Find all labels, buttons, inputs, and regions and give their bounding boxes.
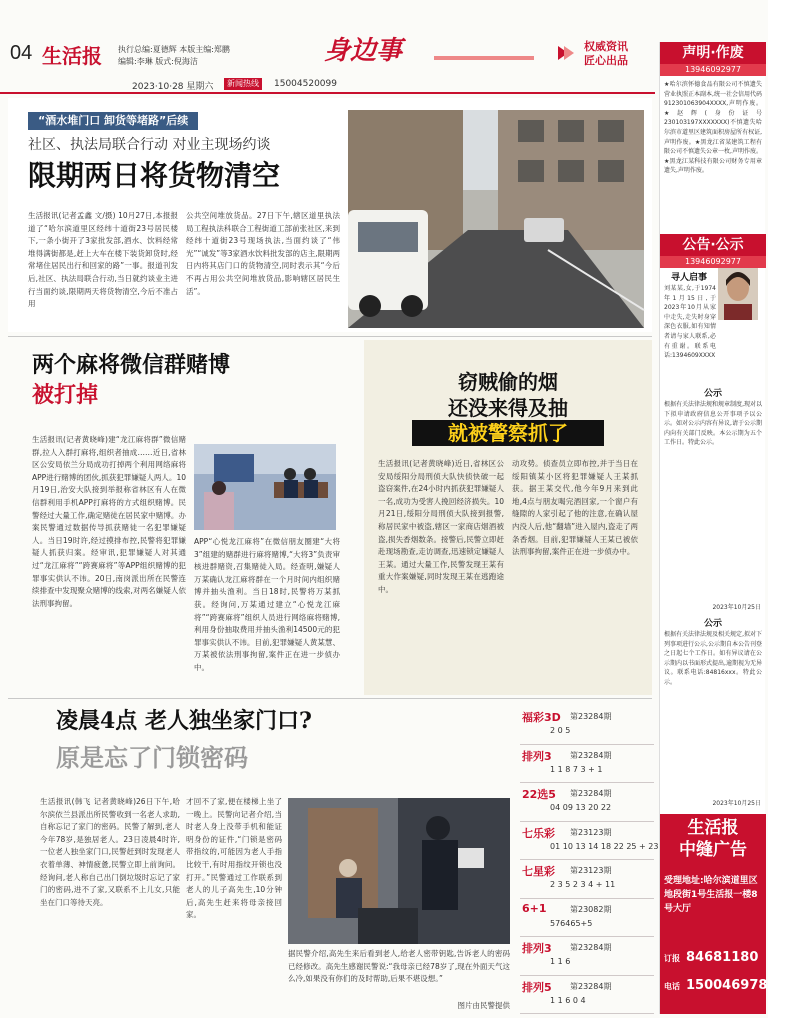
- lottery-period: 第23284期: [570, 750, 612, 760]
- lottery-row: [520, 899, 654, 938]
- article-body-col-2: 公共空间堆放货品。27日下午,辖区道里执法局工程执法科联合工程街道工部前张社区,来到经纬十道街23号现场执法,当面约谈了“伟光”“诚发”等3家酒水饮料批发部的店主,限期两日内将其店门口的货物清空,同时表示其“今后不再占用公共空间堆放货品,影响辖区居民生活”。: [186, 211, 340, 296]
- lottery-name: 6+1: [522, 901, 547, 915]
- ad-phone-1: [664, 950, 758, 965]
- lottery-period: 第23123期: [570, 866, 612, 875]
- ad-phone-number: 84681180: [686, 950, 759, 965]
- public-notice-title: 公示: [703, 389, 722, 399]
- article-elderly-lockout: [8, 702, 518, 1014]
- classified-ad-banner: [660, 814, 786, 1014]
- article-title-highlight: 就被警察抓了: [412, 420, 604, 446]
- lottery-numbers: 1 1 6: [550, 957, 571, 966]
- header-rule: [0, 92, 655, 94]
- article-body-col-1: 生活报讯(记者黄晓峰)建“龙江麻将群”微信赌群,拉人入群打麻将,组织者抽成……近日,省林区公安局依兰分局成功打掉两个利用网络麻将APP进行赌博的团伙,抓获犯罪嫌疑人两人。10月19日,治安大队接到举报称省林区有人在微信群利用手机APP打麻将的方式组织赌博。民警经过大量工作,确定赌徒在居民家中赌博。办案民警通过数据传导抓获赌徒一名犯罪嫌疑人。当日19时许,经过摸排布控,民警将犯罪嫌疑人抓获归案。经审讯,犯罪嫌疑人对其通过“龙江麻将”“跨赛麻将”等APP组织赌博的犯罪事实供认不讳。20日,南岗派出所在民警连续排查中发现聚众赌博的线索,对两名嫌疑人依法刑事拘留。: [32, 435, 186, 608]
- slogan-line-2: 匠心出品: [584, 54, 628, 67]
- lottery-numbers: 1 1 6 0 4: [550, 995, 586, 1005]
- article-title: 凌晨4点 老人独坐家门口?: [56, 708, 312, 734]
- lottery-row: [520, 937, 654, 976]
- article-mahjong-gambling: [8, 340, 364, 695]
- lottery-numbers: 2 3 5 2 3 4 + 11: [550, 880, 616, 889]
- classifieds-rail: [659, 42, 786, 1014]
- slogan: [584, 40, 628, 68]
- lottery-numbers: 1 1 8 7 3 + 1: [550, 764, 603, 774]
- newspaper-name: 生活报: [42, 44, 102, 68]
- article-body-col-2: APP“心悦龙江麻将”在微信朋友圈建“大将3”组建的赌群进行麻将赌博,“大将3”负责审核进群赌资,召集赌徒入局。经查明,嫌疑人万某确认龙江麻将群在一个月时间内组织赌博并抽头渔利。当日18时,民警将万某抓获。经询问,万某通过建立“心悦龙江麻将”“跨赛麻将”组织人员进行网络麻将赌博,利用身份抽取费用并抽头渔利14500元的犯罪事实供认不讳。目前,犯罪嫌疑人黄某慧、万某被依法刑事拘留,案件正在进一步侦办中。: [194, 537, 340, 672]
- article-title-highlight: 原是忘了门锁密码: [56, 744, 248, 772]
- lottery-numbers: 01 10 13 14 18 22 25 + 23: [550, 841, 659, 851]
- article-kicker: “酒水堆门口 卸货等堵路”后续: [28, 112, 198, 130]
- lottery-row: [520, 976, 654, 1015]
- section-divider: [8, 336, 652, 337]
- rail-phone: 13946092977: [660, 256, 766, 268]
- lottery-period: 第23284期: [570, 712, 612, 721]
- ad-phone-2: [664, 978, 786, 993]
- street-photo: [348, 110, 644, 328]
- rail-section-title: 声明·作废: [660, 42, 766, 64]
- article-subtitle: 社区、执法局联合行动 对业主现场约谈: [28, 137, 271, 153]
- lottery-period: 第23123期: [570, 827, 612, 837]
- ad-title-line-2: 中缝广告: [679, 840, 747, 860]
- lottery-period: 第23082期: [570, 904, 612, 914]
- photo-credit: 图片由民警提供: [457, 1001, 510, 1010]
- lottery-row: [520, 822, 659, 861]
- section-divider: [8, 698, 652, 699]
- public-notice-text: 根据有关法律法规和规章制度,现对以下拟申请政府信息公开事项予以公示。如对公示内容有异议,请于公示期内向有关部门反映。本公示期为五个工作日。特此公示。: [664, 401, 762, 447]
- hotline-number: 15004520099: [274, 79, 337, 89]
- article-body-col-3: 据民警介绍,高先生来后看到老人,给老人密带钥匙,告诉老人的密码已经修改。高先生感谢民警说:“我母亲已经78岁了,现在外面天气这么冷,如果没有你们的及时帮助,后果不堪设想。”: [288, 949, 510, 984]
- lottery-name: 22选5: [522, 788, 556, 801]
- lottery-name: 福彩3D: [522, 711, 561, 724]
- lottery-name: 七星彩: [522, 865, 555, 878]
- article-body-col-2: 才回不了家,便在楼梯上坐了一晚上。民警向记者介绍,当时老人身上没带手机和能证明身份的证件,“门锁是密码带指纹的,可能因为老人手指比较干,有时用指纹开锁也没打开。”民警通过工作联系到老人的儿子高先生,10分钟后,高先生赶来将母亲接回家。: [186, 797, 282, 920]
- article-body-col-2: 动攻势。侦查员立即布控,并于当日在绥阳镇某小区将犯罪嫌疑人王某抓获。据王某交代,他今年9月来到此地,4点与朋友喝完酒回家,一个窗户有缝隙的人家引起了他的注意,在确认屋内没人后,他“翻墙”进入屋内,盗走了两条香烟。目前,犯罪嫌疑人王某已被依法刑事拘留,案件正在进一步侦办中。: [512, 459, 638, 557]
- lottery-period: 第23284期: [570, 789, 612, 798]
- lottery-name: 排列5: [522, 980, 552, 994]
- article-title: 窃贼偷的烟: [458, 370, 558, 394]
- page-header: [0, 0, 660, 94]
- missing-person-title: 寻人启事: [670, 273, 707, 283]
- article-goods-cleanup: [8, 98, 652, 332]
- article-body-col-1: 生活报讯(韩飞 记者黄晓峰)26日下午,哈尔滨依兰县派出所民警收到一名老人求助,自称忘记了家门的密码。民警了解到,老人今年78岁,是独居老人。23日凌晨4时许,一位老人独坐家门口,民警赶到时发现老人衣着单薄、神情疲惫,民警立即上前询问。经询问,老人称自己出门倒垃圾时忘记了家门的密码,进不了家,又联系不上儿女,只能坐在门口等待天亮。: [40, 797, 180, 907]
- staff-line-1: 执行总编:夏德辉 本版主编:郑鹏: [118, 45, 230, 54]
- lottery-numbers: 04 09 13 20 22: [550, 803, 612, 812]
- police-doorway-photo: [288, 798, 510, 944]
- rail-notice-text: ★哈尔滨怀德食品有限公司不慎遗失营业执照正本副本,统一社会信用代码912301063904XXXX,声明作废。★赵辉(身份证号230103197XXXXXXX)不慎遗失哈尔滨市道里区建筑面积房屋所有权证,声明作废。★黑龙江省某建筑工程有限公司不慎遗失公章一枚,声明作废。★黑龙江某科技有限公司财务专用章遗失,声明作废。: [664, 81, 762, 175]
- article-body-col-1: 生活报讯(记者黄晓峰)近日,省林区公安局绥阳分局刑侦大队快侦快破一起盗窃案件,在24小时内抓获犯罪嫌疑人一名,成功为受害人挽回经济损失。10月21日,绥阳分局刑侦大队接到报警,称居民家中被盗,辖区一家商店烟酒被盗,损失香烟数条。接警后,民警立即赶赴现场勘查,走访调查,迅速锁定嫌疑人王某。通过大量工作,民警发现王某有重大作案嫌疑,同时发现王某在逃跑途中。: [378, 459, 504, 594]
- section-title: 身边事: [323, 36, 402, 66]
- lottery-numbers: 576465+5: [550, 918, 593, 928]
- lottery-period: 第23284期: [570, 943, 612, 952]
- article-body-col-1: 生活报讯(记者孟鑫 文/摄) 10月27日,本报报道了“哈尔滨道里区经纬十道街23号居民楼下,一条小街开了3家批发部,酒水、饮料经常堆得满街都是,赶上大车在楼下装货卸货时,经常堵住居民出行和回家的路”一事。报道刊发后,社区、执法局联合行动,当日就约谈业主进行当面约谈,限期两天将货物清空,今后不准占用: [28, 211, 178, 309]
- public-notice-date: 2023年10月25日: [712, 604, 761, 611]
- article-title-highlight: 被打掉: [32, 383, 99, 408]
- ad-phone-number: 15004697804: [686, 978, 786, 993]
- missing-person-photo: [718, 268, 758, 320]
- issue-date: 2023·10·28 星期六: [132, 82, 214, 92]
- lottery-row: [520, 860, 654, 899]
- ad-phone-label: 电话: [664, 982, 680, 991]
- missing-person-text: 刘某某,女,于1974年1月15日,于2023年10月从家中走失,走失时身穿深色衣服,如有知情者请与家人联系,必有重谢。联系电话:1394609XXXX: [664, 285, 716, 360]
- ad-phone-label: 订报: [664, 954, 680, 963]
- hotline-label: 新闻热线: [224, 78, 262, 90]
- rail-section-title: 公告·公示: [660, 234, 766, 256]
- public-notice-title: 公示: [703, 619, 722, 629]
- article-title: 两个麻将微信群赌博: [32, 353, 231, 378]
- article-title: 限期两日将货物清空: [28, 159, 281, 192]
- public-notice-text: 根据有关法律法规及相关规定,拟对下列事项进行公示,公示期自本公告刊登之日起七个工作日。如有异议请在公示期内以书面形式提出,逾期视为无异议。联系电话:84816xxx。特此公示。: [664, 631, 762, 686]
- arrow-icon: [556, 42, 576, 64]
- interrogation-photo: [194, 444, 336, 530]
- lottery-row: [520, 783, 654, 822]
- public-notice-date: 2023年10月25日: [712, 800, 761, 807]
- lottery-period: 第23284期: [570, 981, 612, 991]
- lottery-row: [520, 745, 654, 784]
- staff-line-2: 编辑:李琳 版式:倪海洁: [118, 57, 198, 66]
- lottery-row: [520, 706, 654, 745]
- lottery-numbers: 2 0 5: [550, 726, 571, 735]
- lottery-name: 排列3: [522, 942, 552, 955]
- article-title-line-2: 还没来得及抽: [448, 396, 568, 420]
- lottery-name: 七乐彩: [522, 826, 555, 840]
- rail-phone: 13946092977: [660, 64, 766, 76]
- lottery-name: 排列3: [522, 749, 552, 763]
- section-swoosh: [434, 56, 534, 60]
- slogan-line-1: 权威资讯: [584, 40, 628, 53]
- ad-title: 生活报: [687, 818, 739, 838]
- article-cigarette-thief: [364, 340, 652, 695]
- lottery-results: [520, 706, 659, 1014]
- ad-address: 受理地址:哈尔滨道里区地段街1号生活报一楼8号大厅: [664, 876, 758, 914]
- page-number: 04: [10, 42, 33, 64]
